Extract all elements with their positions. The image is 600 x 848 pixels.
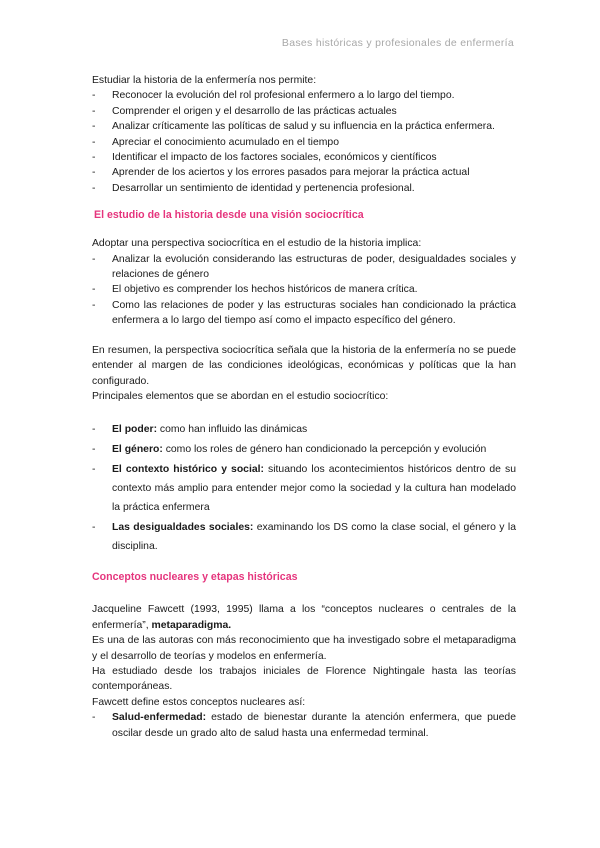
list-item: - Analizar la evolución considerando las estructuras de poder, desigualdades sociales y relaciones de género (92, 252, 516, 283)
element-text: como han influido las dinámicas (157, 424, 308, 436)
section3-paragraph-4: Fawcett define estos conceptos nucleares así: (92, 696, 306, 708)
section2-elements-list (92, 420, 516, 556)
metaparadigma-term: metaparadigma. (151, 619, 232, 631)
section1-list (92, 88, 516, 196)
list-item (92, 460, 516, 517)
list-item: - Aprender de los aciertos y los errores pasados para mejorar la práctica actual (92, 165, 516, 180)
list-item: - Comprender el origen y el desarrollo de las prácticas actuales (92, 104, 516, 119)
list-item: - Reconocer la evolución del rol profesional enfermero a lo largo del tiempo. (92, 88, 516, 103)
section2-elements-intro: Principales elementos que se abordan en el estudio sociocrítico: (92, 390, 389, 402)
element-text: examinando los DS como la clase social, el género y la disciplina. (112, 522, 516, 553)
section2-summary: En resumen, la perspectiva sociocrítica señala que la historia de la enfermería no se puede entender al margen de las condiciones ideológicas, económicas y políticas que la han configurado. (92, 344, 516, 387)
section3-paragraph-3: Ha estudiado desde los trabajos iniciales de Florence Nightingale hasta las teorías contemporáneas. (92, 665, 516, 693)
item-text: estado de bienestar durante la atención enfermera, que puede oscilar desde un grado alto de salud hasta una enfermedad terminal. (112, 712, 516, 739)
section2-heading: El estudio de la historia desde una visión sociocrítica (94, 209, 364, 222)
list-item: - El objetivo es comprender los hechos históricos de manera crítica. (92, 282, 516, 297)
section2-intro: Adoptar una perspectiva sociocrítica en el estudio de la historia implica: (92, 238, 422, 250)
element-term: El contexto histórico y social: (112, 464, 264, 476)
element-term: El género: (112, 444, 163, 456)
list-item: - Desarrollar un sentimiento de identidad y pertenencia profesional. (92, 181, 516, 196)
list-item (92, 440, 516, 459)
item-term: Salud-enfermedad: (112, 712, 207, 724)
section3-heading: Conceptos nucleares y etapas históricas (92, 571, 298, 584)
element-term: Las desigualdades sociales: (112, 522, 254, 534)
section3-paragraph-1 (92, 602, 516, 633)
list-item (92, 420, 516, 439)
document-body (92, 73, 516, 741)
section2-list (92, 252, 516, 329)
element-text: situando los acontecimientos históricos dentro de su contexto más amplio para entender mejor como la sociedad y la cultura han modelado la práctica enfermera (112, 464, 516, 514)
list-item (92, 710, 516, 741)
list-item: - Analizar críticamente las políticas de salud y su influencia en la práctica enfermera. (92, 119, 516, 134)
element-text: como los roles de género han condicionado la percepción y evolución (162, 444, 487, 456)
section1-intro: Estudiar la historia de la enfermería nos permite: (92, 75, 317, 86)
list-item: - Como las relaciones de poder y las estructuras sociales han condicionado la práctica enfermera a lo largo del tiempo así como el impacto específico del género. (92, 298, 516, 329)
element-term: El poder: (112, 424, 158, 436)
page-header: Bases históricas y profesionales de enfermería (281, 37, 514, 49)
list-item (92, 518, 516, 556)
list-item: - Apreciar el conocimiento acumulado en el tiempo (92, 135, 516, 150)
section3-list (92, 710, 516, 741)
paragraph-text: Jacqueline Fawcett (1993, 1995) llama a los “conceptos nucleares o centrales de la enfermería”, (92, 604, 516, 631)
section3-paragraph-2: Es una de las autoras con más reconocimiento que ha investigado sobre el metaparadigma y el desarrollo de teorías y modelos en enfermería. (92, 635, 516, 662)
list-item: - Identificar el impacto de los factores sociales, económicos y científicos (92, 150, 516, 165)
